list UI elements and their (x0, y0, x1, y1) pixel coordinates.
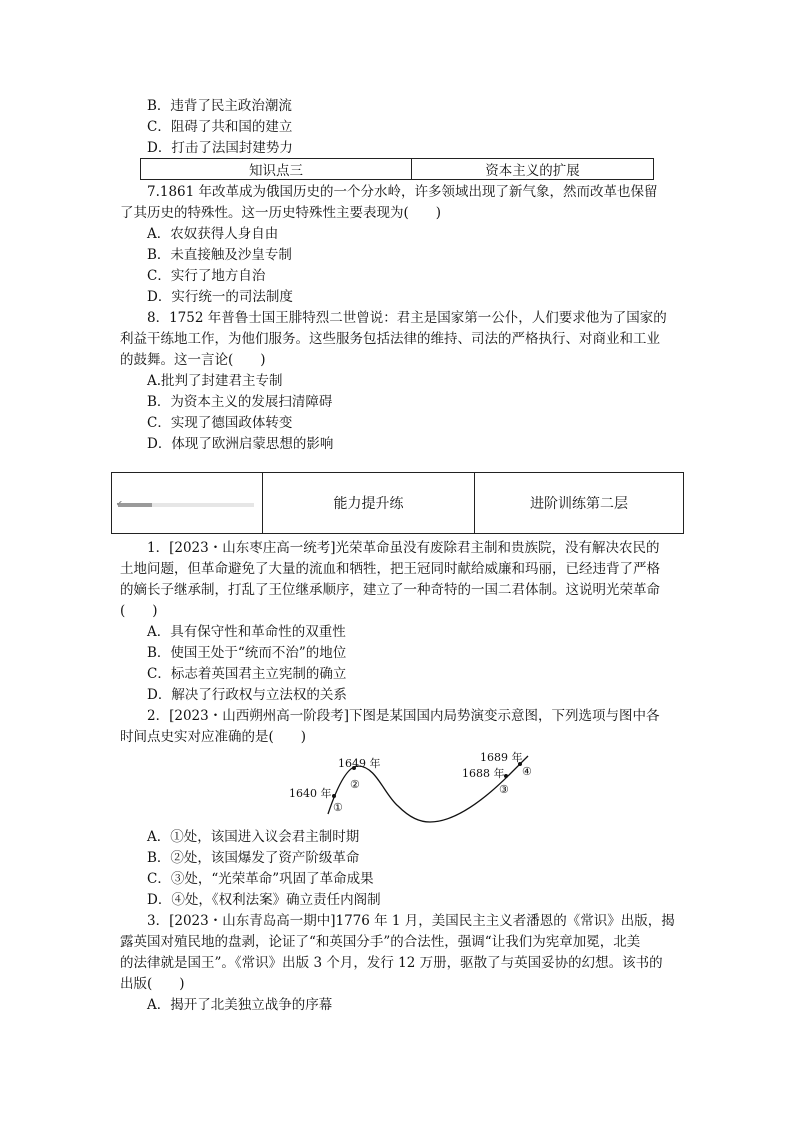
p1-option-b: B．使国王处于“统而不治”的地位 (147, 645, 347, 661)
option-c: C．阻碍了共和国的建立 (147, 119, 293, 135)
marker-2: ② (350, 778, 360, 791)
q8-option-a: A.批判了封建君主专制 (147, 373, 283, 389)
situation-evolution-diagram (280, 744, 560, 826)
option-d: D．打击了法国封建势力 (147, 140, 293, 156)
marker-1: ① (333, 801, 343, 814)
p2-option-d: D．④处，《权利法案》确立责任内阁制 (147, 892, 381, 908)
q7-option-c: C．实行了地方自治 (147, 268, 266, 284)
knowledge-point-title: 资本主义的扩展 (412, 159, 654, 180)
q8-option-c: C．实现了德国政体转变 (147, 415, 293, 431)
marker-4: ④ (522, 765, 532, 778)
q7-option-b: B．未直接触及沙皇专制 (147, 247, 292, 263)
question-7-line-1: 7.1861 年改革成为俄国历史的一个分水岭，许多领域出现了新气象，然而改革也保留 (147, 184, 658, 200)
p1-option-c: C．标志着英国君主立宪制的确立 (147, 666, 347, 682)
problem-3-line-3: 的法律就是国王”。《常识》出版 3 个月，发行 12 万册，驱散了与英国妥协的幻想。该书的 (120, 955, 663, 971)
question-8-line-1: 8．1752 年普鲁士国王腓特烈二世曾说：君主是国家第一公仆，人们要求他为了国家的 (147, 310, 667, 326)
section-level: 能力提升练 (263, 473, 475, 533)
problem-1-line-1: 1．[2023・山东枣庄高一统考]光荣革命虽没有废除君主制和贵族院，没有解决农民的 (147, 540, 660, 556)
knowledge-point-header (140, 158, 654, 180)
problem-1-line-2: 土地问题，但革命避免了大量的流血和牺牲，把王冠同时献给威廉和玛丽，已经违背了严格 (120, 561, 660, 577)
p2-option-c: C．③处，“光荣革命”巩固了革命成果 (147, 871, 374, 887)
question-8-line-2: 利益干练地工作，为他们服务。这些服务包括法律的维持、司法的严格执行、对商业和工业 (120, 331, 660, 347)
section-header (111, 472, 684, 534)
problem-3-line-4: 出版( ) (120, 976, 185, 992)
point-3 (504, 774, 508, 778)
problem-2-line-1: 2．[2023・山西朔州高一阶段考]下图是某国国内局势演变示意图，下列选项与图中各 (147, 708, 660, 724)
q8-option-d: D．体现了欧洲启蒙思想的影响 (147, 436, 334, 452)
problem-3-line-2: 露英国对殖民地的盘剥，论证了“和英国分手”的合法性，强调“让我们为宪章加冕，北美 (120, 934, 641, 950)
label-1689: 1689 年 (480, 751, 523, 764)
label-1640: 1640 年 (289, 787, 332, 800)
problem-1-line-4: ( ) (120, 603, 158, 619)
section-tier: 进阶训练第二层 (530, 496, 628, 512)
check-icon: ✔ (116, 499, 123, 508)
problem-2-line-2: 时间点史实对应准确的是( ) (120, 729, 307, 745)
progress-cell (112, 473, 263, 533)
p1-option-a: A．具有保守性和革命性的双重性 (147, 624, 346, 640)
problem-3-line-1: 3．[2023・山东青岛高一期中]1776 年 1 月，美国民主主义者潘恩的《常识》出版，揭 (147, 913, 675, 929)
knowledge-point-label: 知识点三 (141, 159, 412, 180)
q8-option-b: B．为资本主义的发展扫清障碍 (147, 394, 333, 410)
progress-bar-fill (118, 503, 152, 507)
question-7-line-2: 了其历史的特殊性。这一历史特殊性主要表现为( ) (120, 205, 442, 221)
p1-option-d: D．解决了行政权与立法权的关系 (147, 687, 347, 703)
option-b: B．违背了民主政治潮流 (147, 98, 292, 114)
question-8-line-3: 的鼓舞。这一言论( ) (120, 352, 266, 368)
p2-option-b: B．②处，该国爆发了资产阶级革命 (147, 850, 360, 866)
p3-option-a: A．揭开了北美独立战争的序幕 (147, 997, 333, 1013)
point-1 (332, 794, 336, 798)
q7-option-d: D．实行统一的司法制度 (147, 289, 293, 305)
progress-bar (116, 499, 254, 508)
q7-option-a: A．农奴获得人身自由 (147, 226, 279, 242)
label-1649: 1649 年 (338, 757, 381, 770)
label-1688: 1688 年 (462, 767, 505, 780)
p2-option-a: A．①处，该国进入议会君主制时期 (147, 829, 360, 845)
marker-3: ③ (499, 783, 509, 796)
problem-1-line-3: 的嫡长子继承制，打乱了王位继承顺序，建立了一种奇特的一国二君体制。这说明光荣革命 (120, 582, 660, 598)
